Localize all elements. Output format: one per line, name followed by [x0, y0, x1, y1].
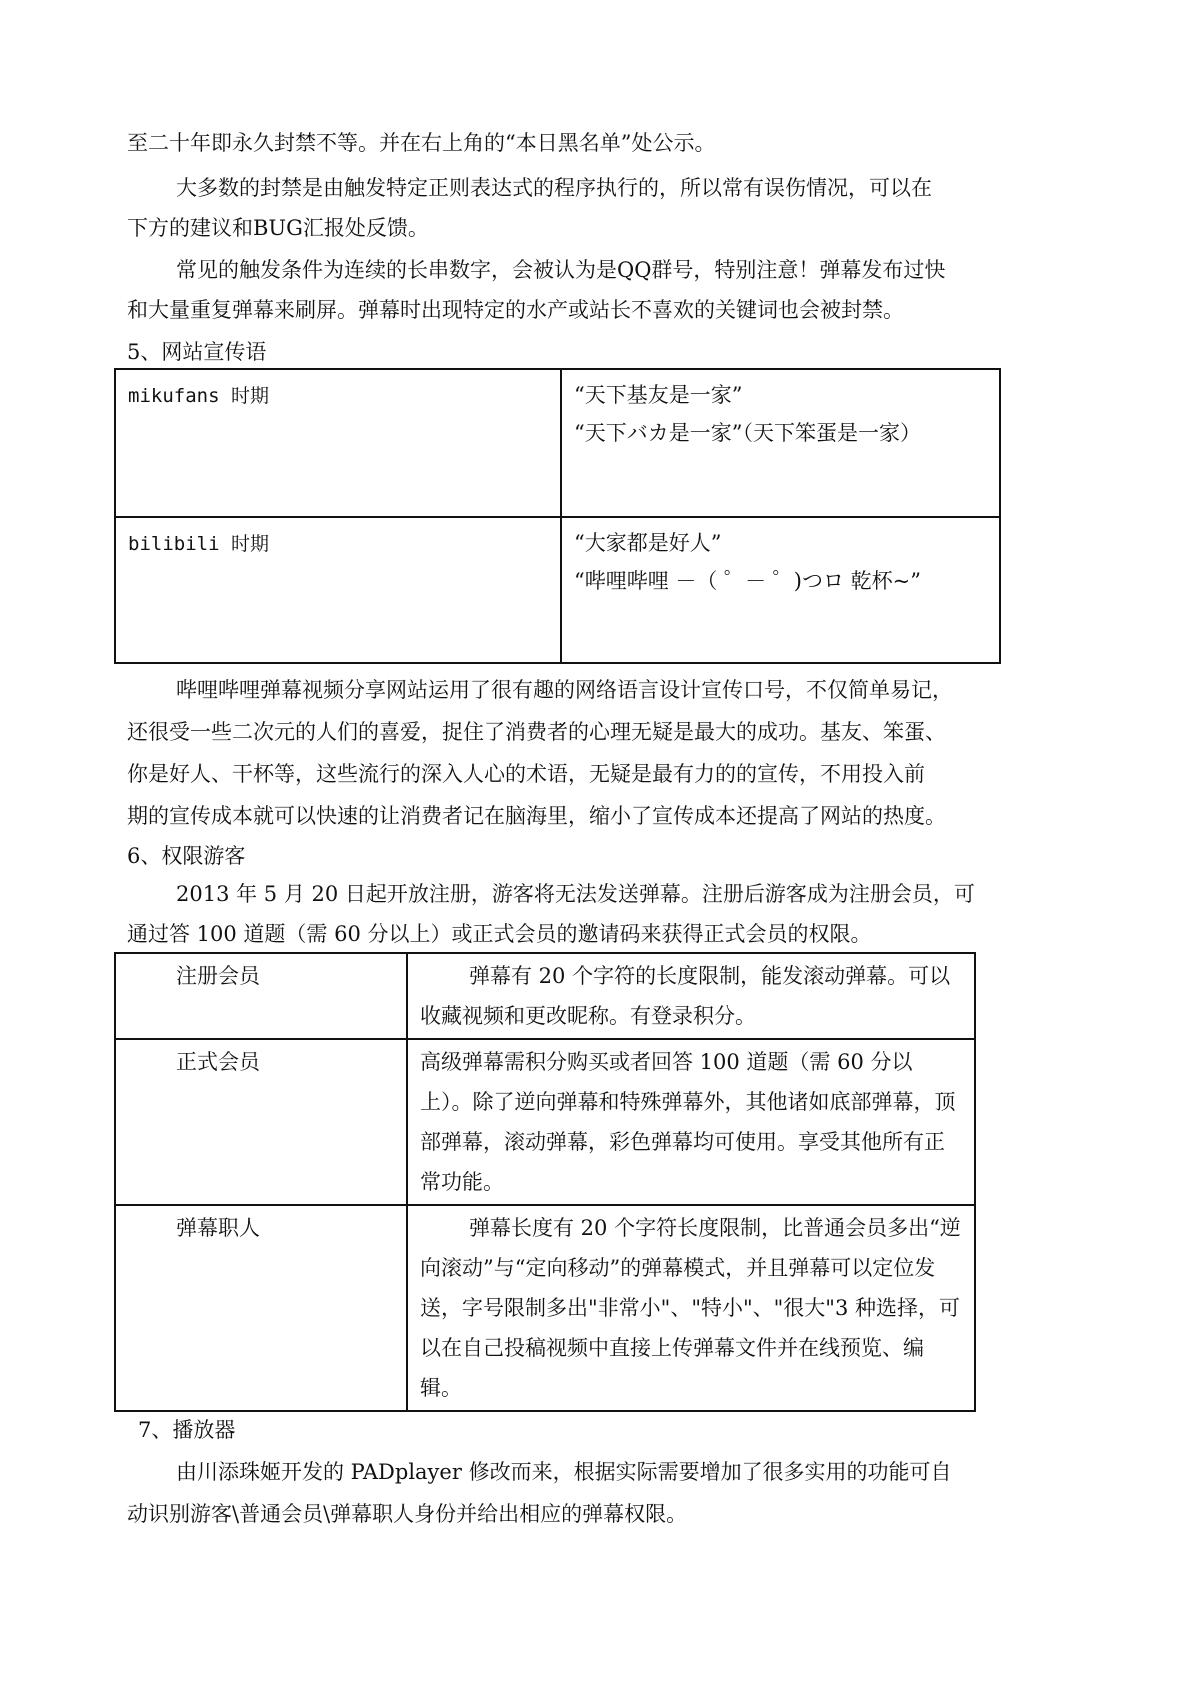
slogan-line: “天下バカ是一家”（天下笨蛋是一家）: [574, 421, 921, 445]
paragraph-regex-ban-line2: 下方的建议和BUG汇报处反馈。: [127, 216, 429, 240]
table-row: [115, 369, 1000, 517]
role-cell: [115, 1205, 407, 1411]
section-heading-slogans: 5、网站宣传语: [127, 340, 267, 364]
table-row: [115, 1205, 975, 1411]
paragraph-slogan-analysis-line1: 哔哩哔哩弹幕视频分享网站运用了很有趣的网络语言设计宣传口号，不仅简单易记，: [176, 678, 953, 702]
permissions-table: [114, 952, 976, 1412]
role-cell: [115, 1039, 407, 1205]
slogan-line: “哔哩哔哩 －（ ゜－ ゜)つロ 乾杯~”: [574, 569, 921, 593]
slogan-cell: [561, 517, 1000, 663]
role-cell: [115, 953, 407, 1039]
period-label: bilibili 时期: [128, 533, 269, 555]
period-cell: [115, 517, 561, 663]
paragraph-player-line2: 动识别游客\普通会员\弹幕职人身份并给出相应的弹幕权限。: [127, 1502, 688, 1526]
paragraph-registration-line2: 通过答 100 道题（需 60 分以上）或正式会员的邀请码来获得正式会员的权限。: [127, 922, 872, 946]
paragraph-slogan-analysis-line4: 期的宣传成本就可以快速的让消费者记在脑海里，缩小了宣传成本还提高了网站的热度。: [127, 804, 946, 828]
role-description: 弹幕长度有 20 个字符长度限制，比普通会员多出“逆向滚动”与“定向移动”的弹幕模式，并且弹幕可以定位发送，字号限制多出"非常小"、"特小"、"很大"3 种选择，可以在自己投稿视频中直接上传弹幕文件并在线预览、编辑。: [420, 1216, 961, 1400]
paragraph-slogan-analysis-line3: 你是好人、干杯等，这些流行的深入人心的术语，无疑是最有力的的宣传，不用投入前: [127, 762, 925, 786]
desc-cell: [407, 1039, 975, 1205]
paragraph-ban-notice: 至二十年即永久封禁不等。并在右上角的“本日黑名单”处公示。: [127, 131, 716, 155]
table-row: [115, 1039, 975, 1205]
paragraph-player-line1: 由川添珠姬开发的 PADplayer 修改而来，根据实际需要增加了很多实用的功能可自: [176, 1460, 952, 1484]
table-row: [115, 517, 1000, 663]
period-cell: [115, 369, 561, 517]
paragraph-slogan-analysis-line2: 还很受一些二次元的人们的喜爱，捉住了消费者的心理无疑是最大的成功。基友、笨蛋、: [127, 720, 946, 744]
period-label: mikufans 时期: [128, 385, 269, 407]
slogan-line: “天下基友是一家”: [574, 383, 743, 407]
table-row: [115, 953, 975, 1039]
paragraph-regex-ban-line1: 大多数的封禁是由触发特定正则表达式的程序执行的，所以常有误伤情况，可以在: [176, 176, 932, 200]
desc-cell: [407, 1205, 975, 1411]
role-label: 正式会员: [176, 1050, 260, 1074]
role-description: 高级弹幕需积分购买或者回答 100 道题（需 60 分以上）。除了逆向弹幕和特殊弹幕外，其他诸如底部弹幕，顶部弹幕，滚动弹幕，彩色弹幕均可使用。享受其他所有正常功能。: [420, 1050, 956, 1194]
slogan-cell: [561, 369, 1000, 517]
paragraph-triggers-line1: 常见的触发条件为连续的长串数字，会被认为是QQ群号，特别注意！弹幕发布过快: [176, 258, 946, 282]
paragraph-registration-line1: 2013 年 5 月 20 日起开放注册，游客将无法发送弹幕。注册后游客成为注册会员，可: [176, 882, 975, 906]
slogan-line: “大家都是好人”: [574, 531, 722, 555]
role-description: 弹幕有 20 个字符的长度限制，能发滚动弹幕。可以收藏视频和更改昵称。有登录积分。: [420, 964, 951, 1028]
section-heading-permissions: 6、权限游客: [127, 844, 246, 868]
role-label: 注册会员: [176, 964, 260, 988]
slogan-table: [114, 368, 1001, 664]
section-heading-player: 7、播放器: [138, 1418, 236, 1442]
role-label: 弹幕职人: [176, 1216, 260, 1240]
paragraph-triggers-line2: 和大量重复弹幕来刷屏。弹幕时出现特定的水产或站长不喜欢的关键词也会被封禁。: [127, 298, 904, 322]
desc-cell: [407, 953, 975, 1039]
